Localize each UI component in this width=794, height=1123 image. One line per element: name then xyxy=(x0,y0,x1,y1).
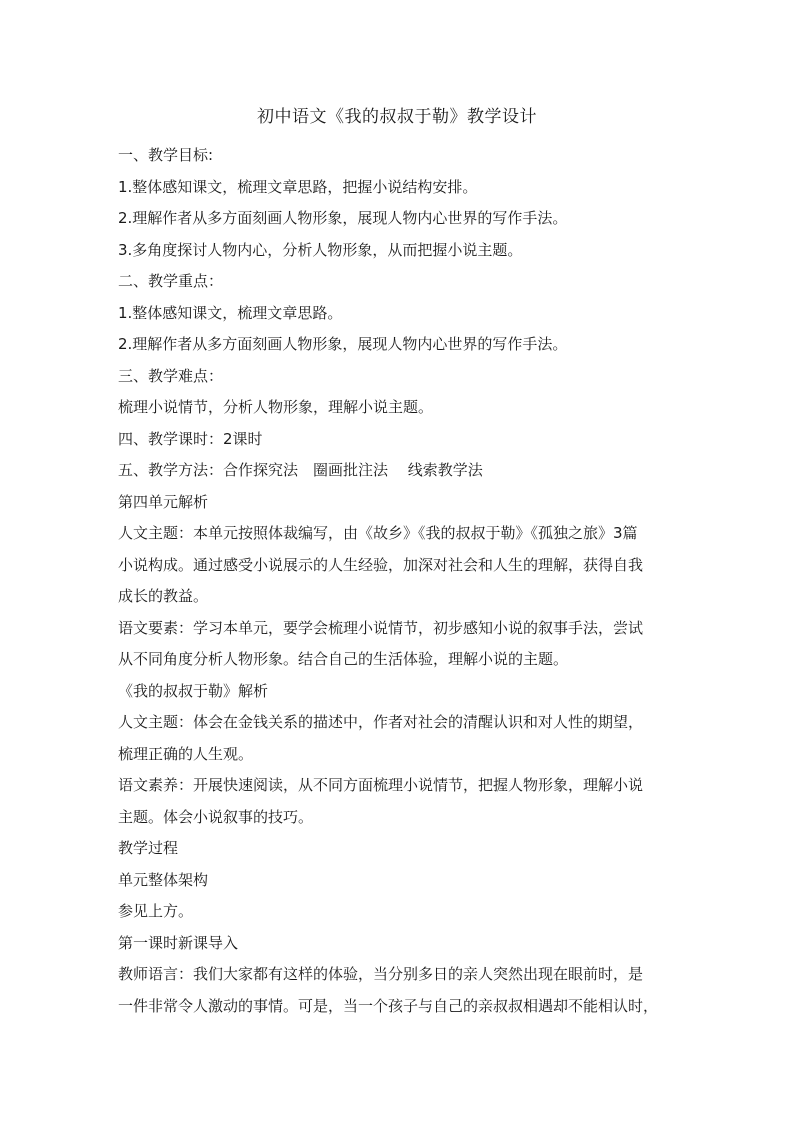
paragraph-line: 教师语言：我们大家都有这样的体验，当分别多日的亲人突然出现在眼前时，是 xyxy=(118,965,644,983)
text-analysis-heading: 《我的叔叔于勒》解析 xyxy=(118,681,269,700)
paragraph-line: 语文要素：学习本单元，要学会梳理小说情节，初步感知小说的叙事手法，尝试 xyxy=(118,618,644,637)
objective-item: 2.理解作者从多方面刻画人物形象，展现人物内心世界的写作手法。 xyxy=(118,209,568,227)
key-point-item: 1.整体感知课文，梳理文章思路。 xyxy=(118,303,343,322)
paragraph-line: 人文主题：体会在金钱关系的描述中，作者对社会的清醒认识和对人性的期望， xyxy=(118,713,644,731)
objective-item: 3.多角度探讨人物内心，分析人物形象，从而把握小说主题。 xyxy=(118,240,523,259)
section-heading-methods: 五、教学方法：合作探究法 圈画批注法 线索教学法 xyxy=(118,461,483,479)
key-point-item: 2.理解作者从多方面刻画人物形象，展现人物内心世界的写作手法。 xyxy=(118,335,568,353)
paragraph-line: 小说构成。通过感受小说展示的人生经验，加深对社会和人生的理解，获得自我 xyxy=(118,555,644,574)
objective-item: 1.整体感知课文，梳理文章思路，把握小说结构安排。 xyxy=(118,177,478,196)
teaching-process-heading: 教学过程 xyxy=(118,839,179,857)
section-heading-key-points: 二、教学重点： xyxy=(118,272,224,290)
paragraph-line: 主题。体会小说叙事的技巧。 xyxy=(118,807,314,826)
document-body xyxy=(118,140,680,1022)
paragraph-line: 一件非常令人激动的事情。可是，当一个孩子与自己的亲叔叔相遇却不能相认时， xyxy=(118,996,659,1015)
document-title: 初中语文《我的叔叔于勒》教学设计 xyxy=(257,107,537,127)
section-heading-objectives: 一、教学目标: xyxy=(118,146,214,164)
paragraph-line: 成长的教益。 xyxy=(118,587,209,605)
paragraph-line: 参见上方。 xyxy=(118,902,194,920)
unit-analysis-heading: 第四单元解析 xyxy=(118,492,209,511)
section-heading-class-hours: 四、教学课时：2课时 xyxy=(118,429,263,448)
paragraph-line: 梳理正确的人生观。 xyxy=(118,744,254,763)
paragraph-line: 从不同角度分析人物形象。结合自己的生活体验，理解小说的主题。 xyxy=(118,650,569,668)
difficulty-item: 梳理小说情节，分析人物形象，理解小说主题。 xyxy=(118,398,434,416)
paragraph-line: 人文主题：本单元按照体裁编写，由《故乡》《我的叔叔于勒》《孤独之旅》3篇 xyxy=(118,524,638,542)
unit-structure-heading: 单元整体架构 xyxy=(118,870,209,889)
paragraph-line: 语文素养：开展快速阅读，从不同方面梳理小说情节，把握人物形象，理解小说 xyxy=(118,776,644,794)
lesson-one-heading: 第一课时新课导入 xyxy=(118,933,239,952)
section-heading-difficulties: 三、教学难点： xyxy=(118,366,224,385)
